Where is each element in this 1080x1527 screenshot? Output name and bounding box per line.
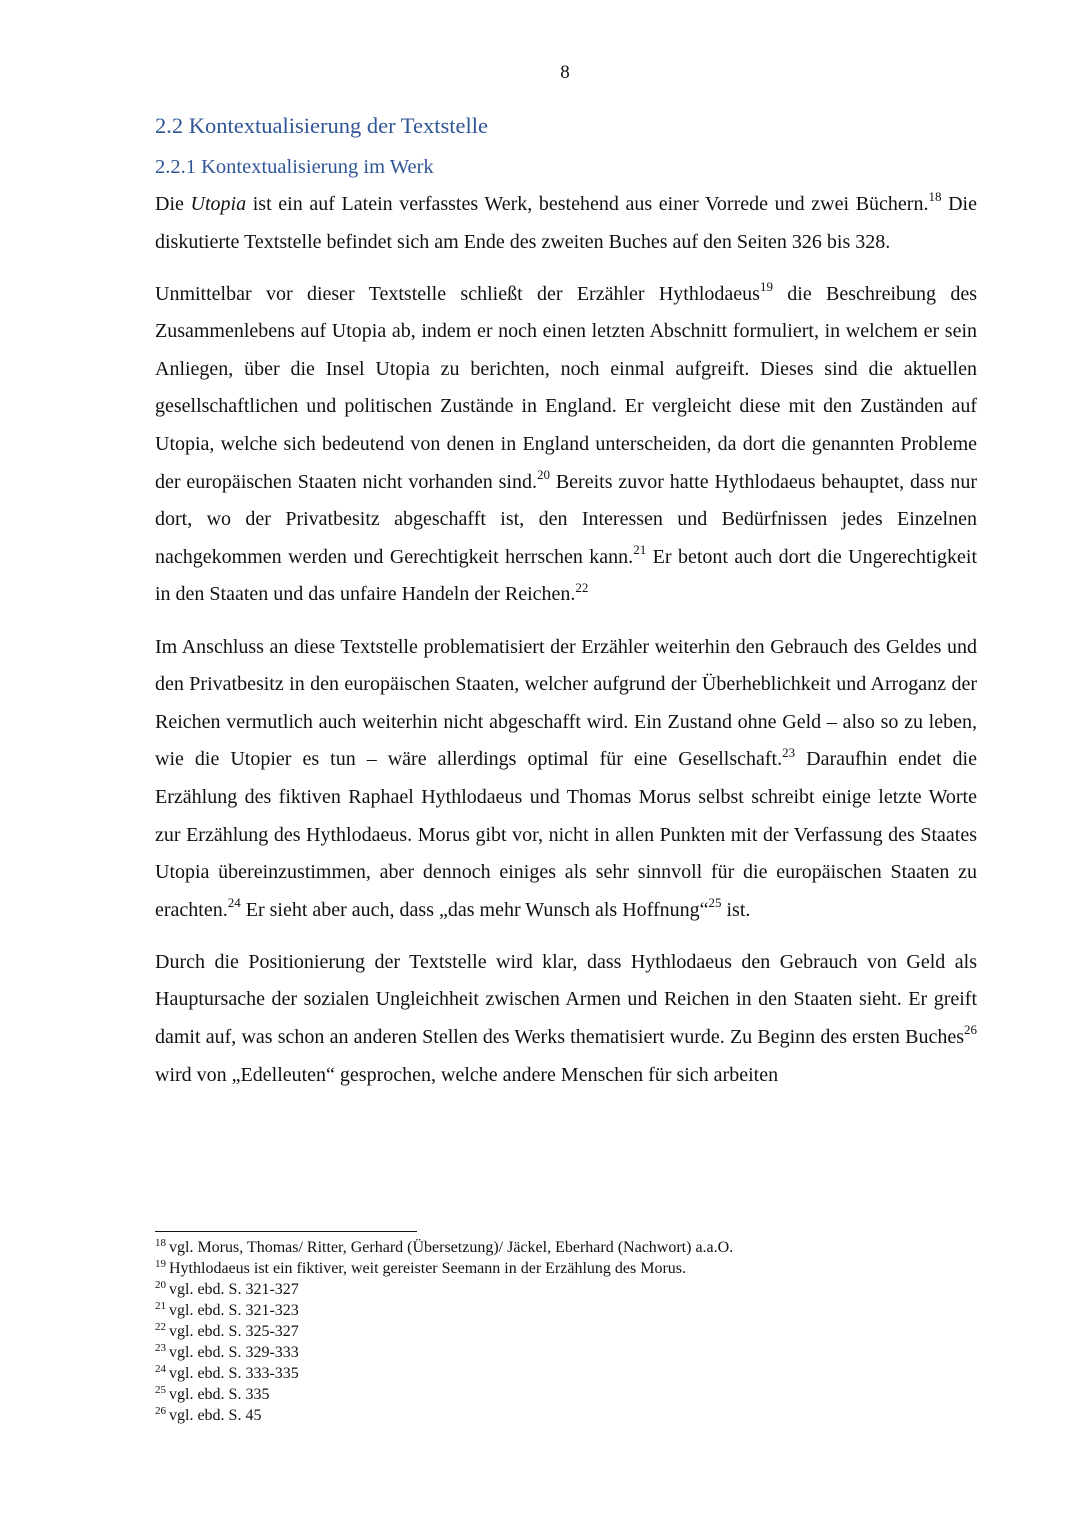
paragraph-text: Daraufhin endet die Erzählung des fiktiven Raphael Hythlodaeus und Thomas Morus selbst schreibt einige letzte Worte zur Erzählung des Hythlodaeus. Morus gibt vor, nicht in allen Punkten mit der Verfassung des Staates Utopia übereinzustimmen, aber dennoch einiges als sehr sinnvoll für die europäischen Staaten zu erachten. bbox=[155, 748, 977, 921]
footnote-ref: 21 bbox=[633, 542, 647, 558]
paragraph-text: Unmittelbar vor dieser Textstelle schließt der Erzähler Hythlodaeus bbox=[155, 282, 760, 305]
footnote bbox=[155, 1237, 977, 1258]
footnote-ref: 19 bbox=[759, 279, 773, 295]
footnote-ref: 23 bbox=[782, 744, 796, 760]
paragraph-text: Durch die Positionierung der Textstelle wird klar, dass Hythlodaeus den Gebrauch von Geld als Hauptursache der sozialen Ungleichheit zwischen Armen und Reichen in den Staaten sieht. Er greift damit auf, was schon an anderen Stellen des Werks thematisiert wurde. Zu Beginn des ersten Buches bbox=[155, 950, 977, 1048]
footnote-text: Hythlodaeus ist ein fiktiver, weit gereister Seemann in der Erzählung des Morus. bbox=[169, 1260, 686, 1277]
footnote bbox=[155, 1258, 977, 1279]
paragraph-text: ist ein auf Latein verfasstes Werk, bestehend aus einer Vorrede und zwei Büchern. bbox=[246, 193, 929, 215]
footnote bbox=[155, 1363, 977, 1384]
footnote-ref: 18 bbox=[928, 189, 942, 205]
footnote-text: vgl. ebd. S. 329-333 bbox=[169, 1344, 299, 1361]
paragraph-text: Die bbox=[155, 193, 191, 215]
footnote bbox=[155, 1279, 977, 1300]
footnote-text: vgl. ebd. S. 45 bbox=[169, 1407, 262, 1424]
footnote-number: 18 bbox=[155, 1236, 166, 1249]
paragraph-text: ist. bbox=[721, 898, 751, 921]
footnote-text: vgl. ebd. S. 321-323 bbox=[169, 1302, 299, 1319]
footnote-text: vgl. ebd. S. 335 bbox=[169, 1386, 270, 1403]
paragraph-2 bbox=[155, 276, 977, 614]
section-heading: 2.2 Kontextualisierung der Textstelle bbox=[155, 113, 488, 138]
footnote-text: vgl. ebd. S. 325-327 bbox=[169, 1323, 299, 1340]
paragraph-text: Er betont auch dort die Ungerechtigkeit in den Staaten und das unfaire Handeln der Reichen. bbox=[155, 545, 977, 606]
footnotes-section bbox=[155, 1231, 977, 1426]
footnote-number: 26 bbox=[155, 1404, 166, 1417]
footnote-text: vgl. Morus, Thomas/ Ritter, Gerhard (Übersetzung)/ Jäckel, Eberhard (Nachwort) a.a.O. bbox=[169, 1239, 734, 1256]
footnote-number: 22 bbox=[155, 1320, 166, 1333]
paragraph-text: Die diskutierte Textstelle befindet sich am Ende des zweiten Buches auf den Seiten 326 bis 328. bbox=[155, 193, 977, 253]
footnote-number: 19 bbox=[155, 1257, 166, 1270]
paragraph-3 bbox=[155, 629, 977, 930]
footnote-ref: 25 bbox=[708, 895, 722, 911]
footnote bbox=[155, 1384, 977, 1405]
footnote-number: 25 bbox=[155, 1383, 166, 1396]
footnote-number: 23 bbox=[155, 1341, 166, 1354]
footnote-number: 20 bbox=[155, 1278, 166, 1291]
footnote bbox=[155, 1321, 977, 1342]
footnote bbox=[155, 1300, 977, 1321]
paragraph-text: Im Anschluss an diese Textstelle problematisiert der Erzähler weiterhin den Gebrauch des Geldes und den Privatbesitz in den europäischen Staaten, welcher aufgrund der Überheblichkeit und Arroganz der Reichen vermutlich auch weiterhin nicht abgeschafft wird. Ein Zustand ohne Geld – also so zu leben, wie die Utopier es tun – wäre allerdings optimal für eine Gesellschaft. bbox=[155, 635, 977, 771]
paragraph-text: Bereits zuvor hatte Hythlodaeus behauptet, dass nur dort, wo der Privatbesitz abgeschafft ist, den Interessen und Bedürfnissen jedes Einzelnen nachgekommen werden und Gerechtigkeit herrschen kann. bbox=[155, 470, 977, 568]
paragraph-text: wird von „Edelleuten“ gesprochen, welche andere Menschen für sich arbeiten bbox=[155, 1063, 779, 1086]
footnote-text: vgl. ebd. S. 321-327 bbox=[169, 1281, 299, 1298]
footnote-ref: 24 bbox=[227, 895, 241, 911]
footnote-number: 24 bbox=[155, 1362, 166, 1375]
footnote-text: vgl. ebd. S. 333-335 bbox=[169, 1365, 299, 1382]
paragraph-1 bbox=[155, 186, 977, 261]
footnote-ref: 26 bbox=[964, 1022, 977, 1038]
work-title-italic: Utopia bbox=[190, 193, 247, 215]
page-number: 8 bbox=[560, 62, 570, 83]
main-content bbox=[155, 110, 977, 1094]
paragraph-4 bbox=[155, 944, 977, 1094]
footnote-ref: 22 bbox=[575, 579, 589, 595]
paragraph-text: die Beschreibung des Zusammenlebens auf Utopia ab, indem er noch einen letzten Abschnitt formuliert, in welchem er sein Anliegen, über die Insel Utopia zu berichten, noch einmal aufgreift. Dieses sind die aktuellen gesellschaftlichen und politischen Zustände in England. Er vergleicht diese mit den Zuständen auf Utopia, welche sich bedeutend von denen in England unterscheiden, da dort die genannten Probleme der europäischen Staaten nicht vorhanden sind. bbox=[155, 282, 977, 493]
footnote-ref: 20 bbox=[536, 467, 550, 482]
subsection-heading: 2.2.1 Kontextualisierung im Werk bbox=[155, 156, 434, 178]
footnote bbox=[155, 1342, 977, 1363]
footnote-separator bbox=[155, 1231, 417, 1232]
paragraph-text: Er sieht aber auch, dass „das mehr Wunsch als Hoffnung“ bbox=[240, 898, 709, 921]
footnote-number: 21 bbox=[155, 1299, 166, 1312]
footnote bbox=[155, 1405, 977, 1426]
